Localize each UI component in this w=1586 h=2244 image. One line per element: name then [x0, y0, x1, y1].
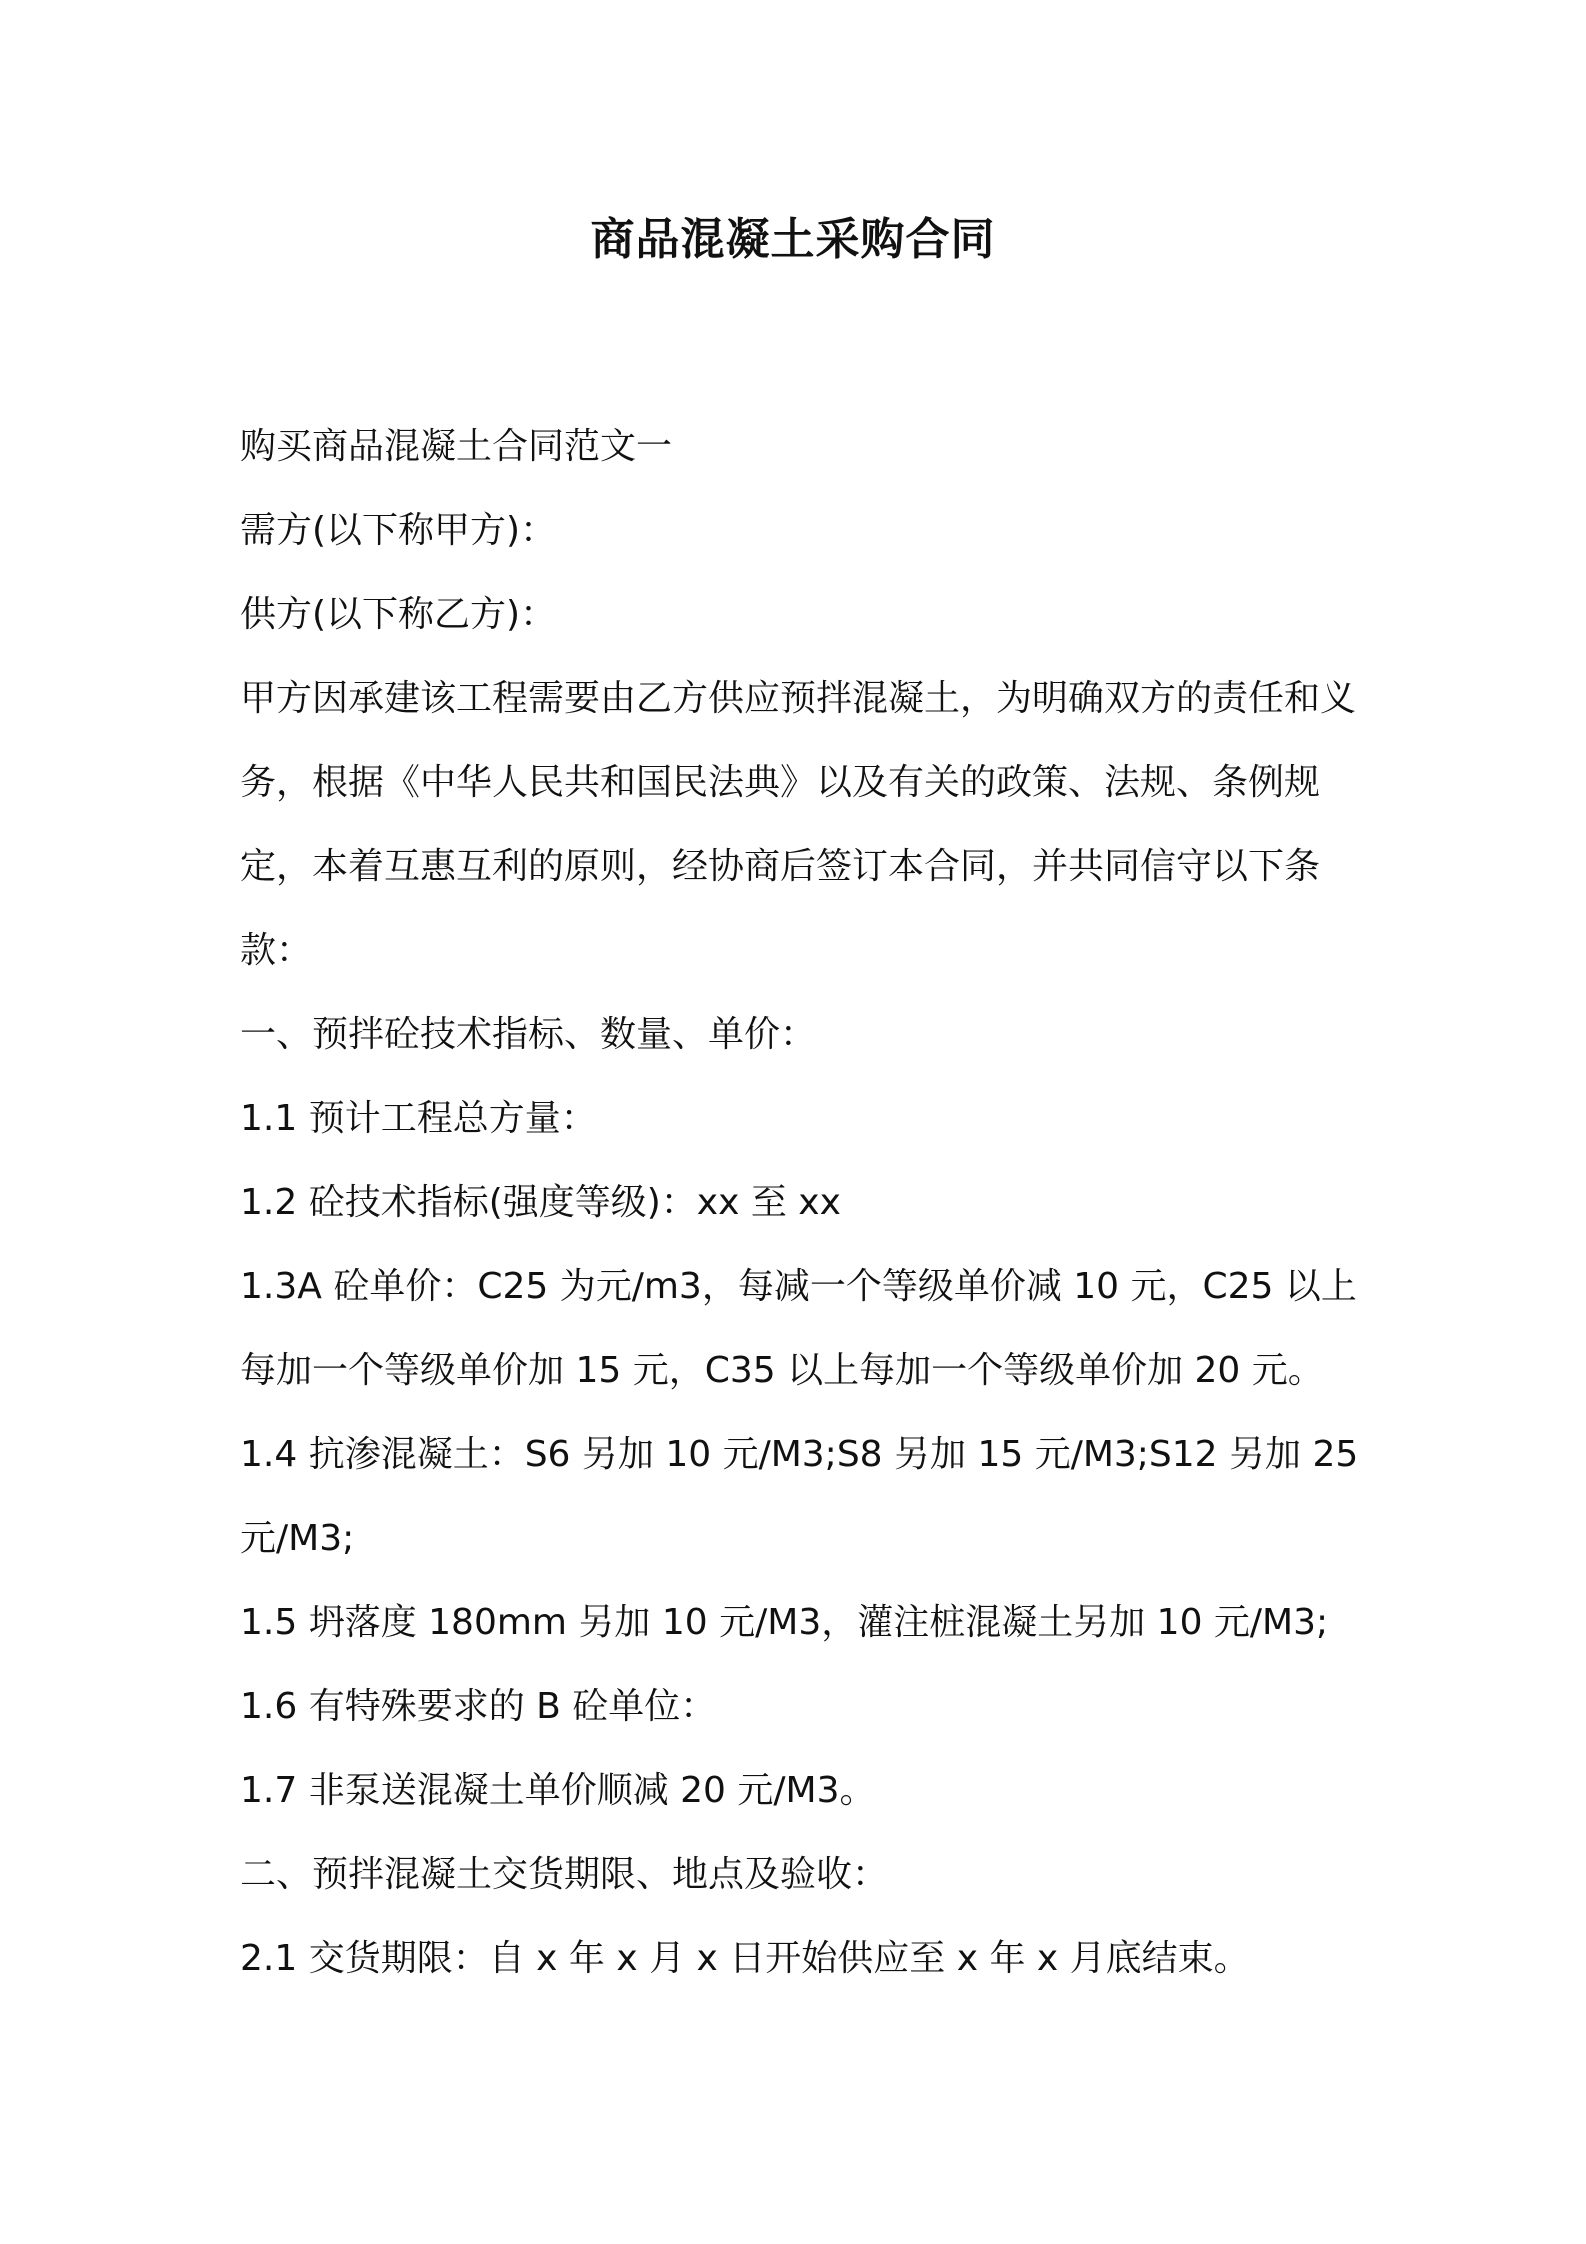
section-2-heading: 二、预拌混凝土交货期限、地点及验收：: [240, 1854, 889, 1895]
clause-1-7: 1.7 非泵送混凝土单价顺减 20 元/M3。: [240, 1770, 876, 1811]
contract-template-label: 购买商品混凝土合同范文一: [240, 426, 673, 467]
document-title: 商品混凝土采购合同: [590, 214, 996, 265]
clause-1-1: 1.1 预计工程总方量：: [240, 1098, 597, 1139]
document-body: [240, 405, 1360, 2001]
clause-1-2: 1.2 砼技术指标(强度等级)：xx 至 xx: [240, 1182, 841, 1223]
clause-1-6: 1.6 有特殊要求的 B 砼单位：: [240, 1686, 717, 1727]
clause-2-1: 2.1 交货期限：自 x 年 x 月 x 日开始供应至 x 年 x 月底结束。: [240, 1938, 1250, 1979]
supplier-line: 供方(以下称乙方)：: [240, 594, 557, 635]
clause-1-4: 1.4 抗渗混凝土：S6 另加 10 元/M3;S8 另加 15 元/M3;S12 另加 25 元/M3;: [240, 1434, 1359, 1559]
clause-1-5: 1.5 坍落度 180mm 另加 10 元/M3，灌注桩混凝土另加 10 元/M3;: [240, 1602, 1329, 1643]
clause-1-3: 1.3A 砼单价：C25 为元/m3，每减一个等级单价减 10 元，C25 以上每加一个等级单价加 15 元，C35 以上每加一个等级单价加 20 元。: [240, 1266, 1357, 1391]
intro-paragraph: 甲方因承建该工程需要由乙方供应预拌混凝土，为明确双方的责任和义务，根据《中华人民共和国民法典》以及有关的政策、法规、条例规定，本着互惠互利的原则，经协商后签订本合同，并共同信守以下条款：: [240, 678, 1357, 971]
section-1-heading: 一、预拌砼技术指标、数量、单价：: [240, 1014, 817, 1055]
buyer-line: 需方(以下称甲方)：: [240, 510, 557, 551]
